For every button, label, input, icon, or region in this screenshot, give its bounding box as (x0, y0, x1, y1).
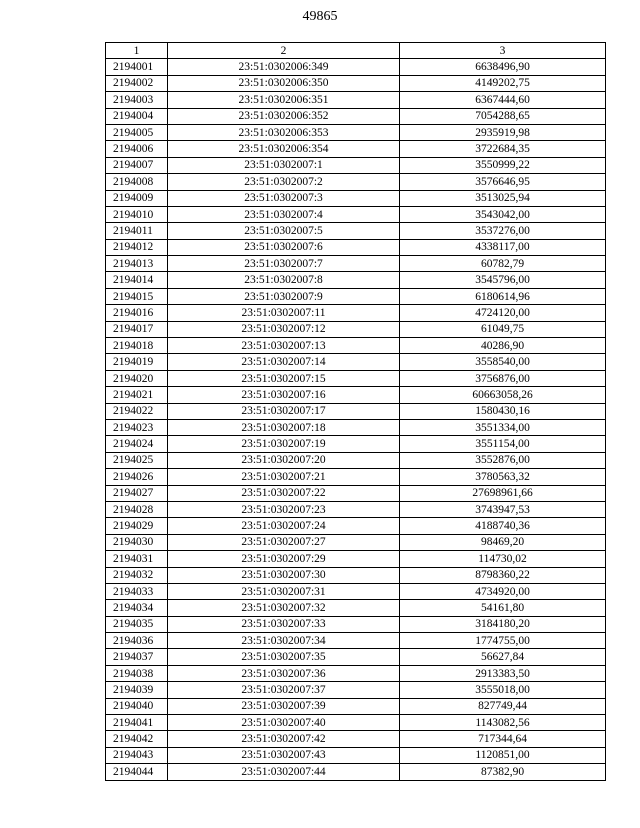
cadastral-number-cell: 23:51:0302007:3 (168, 190, 400, 206)
row-number-cell: 2194024 (106, 436, 168, 452)
cadastral-value-cell: 3552876,00 (400, 452, 606, 468)
row-number-cell: 2194029 (106, 518, 168, 534)
cadastral-number-cell: 23:51:0302007:31 (168, 583, 400, 599)
cadastral-number-cell: 23:51:0302007:43 (168, 747, 400, 763)
row-number-cell: 2194016 (106, 305, 168, 321)
column-header-3: 3 (400, 43, 606, 59)
table-row (106, 616, 606, 632)
cadastral-number-cell: 23:51:0302007:29 (168, 551, 400, 567)
page-number: 49865 (302, 9, 338, 24)
header-row (106, 43, 606, 59)
table-row (106, 190, 606, 206)
cadastral-value-cell: 4188740,36 (400, 518, 606, 534)
cadastral-value-cell: 56627,84 (400, 649, 606, 665)
row-number-cell: 2194009 (106, 190, 168, 206)
row-number-cell: 2194023 (106, 419, 168, 435)
row-number-cell: 2194012 (106, 239, 168, 255)
cadastral-number-cell: 23:51:0302007:15 (168, 370, 400, 386)
cadastral-number-cell: 23:51:0302007:19 (168, 436, 400, 452)
row-number-cell: 2194021 (106, 387, 168, 403)
table-row (106, 141, 606, 157)
table-row (106, 583, 606, 599)
column-header-2: 2 (168, 43, 400, 59)
row-number-cell: 2194036 (106, 633, 168, 649)
row-number-cell: 2194026 (106, 469, 168, 485)
cadastral-value-cell: 3537276,00 (400, 223, 606, 239)
cadastral-number-cell: 23:51:0302007:1 (168, 157, 400, 173)
cadastral-value-cell: 1120851,00 (400, 747, 606, 763)
row-number-cell: 2194019 (106, 354, 168, 370)
cadastral-number-cell: 23:51:0302006:352 (168, 108, 400, 124)
cadastral-number-cell: 23:51:0302007:8 (168, 272, 400, 288)
cadastral-value-cell: 2913383,50 (400, 665, 606, 681)
cadastral-number-cell: 23:51:0302007:42 (168, 731, 400, 747)
cadastral-number-cell: 23:51:0302007:37 (168, 682, 400, 698)
cadastral-number-cell: 23:51:0302007:40 (168, 715, 400, 731)
table-row (106, 305, 606, 321)
cadastral-number-cell: 23:51:0302007:23 (168, 501, 400, 517)
cadastral-value-cell: 8798360,22 (400, 567, 606, 583)
cadastral-value-cell: 98469,20 (400, 534, 606, 550)
cadastral-value-cell: 3551154,00 (400, 436, 606, 452)
cadastral-number-cell: 23:51:0302007:30 (168, 567, 400, 583)
cadastral-value-table (105, 42, 606, 781)
cadastral-number-cell: 23:51:0302007:33 (168, 616, 400, 632)
row-number-cell: 2194020 (106, 370, 168, 386)
cadastral-value-cell: 114730,02 (400, 551, 606, 567)
table-row (106, 764, 606, 780)
cadastral-value-cell: 3551334,00 (400, 419, 606, 435)
cadastral-number-cell: 23:51:0302007:12 (168, 321, 400, 337)
cadastral-number-cell: 23:51:0302007:6 (168, 239, 400, 255)
cadastral-value-cell: 3780563,32 (400, 469, 606, 485)
cadastral-number-cell: 23:51:0302007:39 (168, 698, 400, 714)
row-number-cell: 2194037 (106, 649, 168, 665)
table-row (106, 633, 606, 649)
row-number-cell: 2194034 (106, 600, 168, 616)
table-row (106, 698, 606, 714)
cadastral-value-cell: 6367444,60 (400, 92, 606, 108)
row-number-cell: 2194030 (106, 534, 168, 550)
cadastral-value-cell: 4149202,75 (400, 75, 606, 91)
cadastral-value-cell: 7054288,65 (400, 108, 606, 124)
row-number-cell: 2194025 (106, 452, 168, 468)
row-number-cell: 2194017 (106, 321, 168, 337)
row-number-cell: 2194002 (106, 75, 168, 91)
cadastral-value-cell: 4338117,00 (400, 239, 606, 255)
row-number-cell: 2194028 (106, 501, 168, 517)
table-row (106, 747, 606, 763)
cadastral-number-cell: 23:51:0302007:35 (168, 649, 400, 665)
table-row (106, 370, 606, 386)
table-row (106, 272, 606, 288)
row-number-cell: 2194035 (106, 616, 168, 632)
cadastral-number-cell: 23:51:0302006:350 (168, 75, 400, 91)
cadastral-value-cell: 3184180,20 (400, 616, 606, 632)
row-number-cell: 2194010 (106, 206, 168, 222)
table-row (106, 239, 606, 255)
row-number-cell: 2194041 (106, 715, 168, 731)
row-number-cell: 2194040 (106, 698, 168, 714)
cadastral-value-cell: 3550999,22 (400, 157, 606, 173)
row-number-cell: 2194039 (106, 682, 168, 698)
cadastral-number-cell: 23:51:0302007:13 (168, 338, 400, 354)
cadastral-number-cell: 23:51:0302007:44 (168, 764, 400, 780)
table-row (106, 92, 606, 108)
cadastral-value-cell: 4734920,00 (400, 583, 606, 599)
row-number-cell: 2194015 (106, 288, 168, 304)
cadastral-value-cell: 3555018,00 (400, 682, 606, 698)
cadastral-number-cell: 23:51:0302007:5 (168, 223, 400, 239)
table-row (106, 731, 606, 747)
cadastral-number-cell: 23:51:0302007:20 (168, 452, 400, 468)
cadastral-value-cell: 3576646,95 (400, 174, 606, 190)
row-number-cell: 2194027 (106, 485, 168, 501)
row-number-cell: 2194018 (106, 338, 168, 354)
table-row (106, 501, 606, 517)
row-number-cell: 2194022 (106, 403, 168, 419)
table-row (106, 75, 606, 91)
cadastral-number-cell: 23:51:0302007:27 (168, 534, 400, 550)
cadastral-number-cell: 23:51:0302007:16 (168, 387, 400, 403)
row-number-cell: 2194003 (106, 92, 168, 108)
table-row (106, 600, 606, 616)
table-row (106, 518, 606, 534)
table-row (106, 256, 606, 272)
cadastral-value-cell: 60782,79 (400, 256, 606, 272)
cadastral-number-cell: 23:51:0302007:21 (168, 469, 400, 485)
table-row (106, 387, 606, 403)
cadastral-number-cell: 23:51:0302007:36 (168, 665, 400, 681)
cadastral-number-cell: 23:51:0302006:353 (168, 124, 400, 140)
cadastral-number-cell: 23:51:0302007:4 (168, 206, 400, 222)
table-row (106, 452, 606, 468)
table-row (106, 354, 606, 370)
cadastral-value-cell: 2935919,98 (400, 124, 606, 140)
table-row (106, 403, 606, 419)
cadastral-number-cell: 23:51:0302007:22 (168, 485, 400, 501)
cadastral-value-cell: 3513025,94 (400, 190, 606, 206)
cadastral-number-cell: 23:51:0302007:11 (168, 305, 400, 321)
cadastral-value-cell: 60663058,26 (400, 387, 606, 403)
cadastral-value-cell: 4724120,00 (400, 305, 606, 321)
cadastral-value-cell: 54161,80 (400, 600, 606, 616)
cadastral-value-cell: 6638496,90 (400, 59, 606, 75)
cadastral-number-cell: 23:51:0302007:9 (168, 288, 400, 304)
row-number-cell: 2194005 (106, 124, 168, 140)
row-number-cell: 2194033 (106, 583, 168, 599)
table-row (106, 108, 606, 124)
table-row (106, 124, 606, 140)
cadastral-value-cell: 717344,64 (400, 731, 606, 747)
table-row (106, 206, 606, 222)
table-row (106, 223, 606, 239)
row-number-cell: 2194004 (106, 108, 168, 124)
cadastral-value-cell: 1774755,00 (400, 633, 606, 649)
row-number-cell: 2194042 (106, 731, 168, 747)
cadastral-number-cell: 23:51:0302007:14 (168, 354, 400, 370)
cadastral-value-cell: 6180614,96 (400, 288, 606, 304)
cadastral-number-cell: 23:51:0302007:24 (168, 518, 400, 534)
cadastral-number-cell: 23:51:0302006:354 (168, 141, 400, 157)
cadastral-value-cell: 3543042,00 (400, 206, 606, 222)
table-row (106, 469, 606, 485)
table-row (106, 174, 606, 190)
row-number-cell: 2194008 (106, 174, 168, 190)
table-body (106, 59, 606, 780)
cadastral-value-cell: 87382,90 (400, 764, 606, 780)
table-row (106, 715, 606, 731)
table-row (106, 157, 606, 173)
table-row (106, 338, 606, 354)
cadastral-value-cell: 27698961,66 (400, 485, 606, 501)
cadastral-value-cell: 1580430,16 (400, 403, 606, 419)
cadastral-value-cell: 61049,75 (400, 321, 606, 337)
table-row (106, 419, 606, 435)
cadastral-value-cell: 827749,44 (400, 698, 606, 714)
table-row (106, 485, 606, 501)
table-header (106, 43, 606, 59)
table-row (106, 436, 606, 452)
cadastral-value-cell: 1143082,56 (400, 715, 606, 731)
cadastral-number-cell: 23:51:0302007:2 (168, 174, 400, 190)
row-number-cell: 2194014 (106, 272, 168, 288)
cadastral-number-cell: 23:51:0302007:7 (168, 256, 400, 272)
cadastral-value-cell: 3722684,35 (400, 141, 606, 157)
cadastral-value-cell: 40286,90 (400, 338, 606, 354)
cadastral-value-cell: 3558540,00 (400, 354, 606, 370)
cadastral-number-cell: 23:51:0302007:17 (168, 403, 400, 419)
cadastral-number-cell: 23:51:0302006:349 (168, 59, 400, 75)
cadastral-value-cell: 3743947,53 (400, 501, 606, 517)
table-row (106, 665, 606, 681)
row-number-cell: 2194031 (106, 551, 168, 567)
cadastral-number-cell: 23:51:0302007:18 (168, 419, 400, 435)
cadastral-number-cell: 23:51:0302007:34 (168, 633, 400, 649)
row-number-cell: 2194001 (106, 59, 168, 75)
table-row (106, 551, 606, 567)
row-number-cell: 2194011 (106, 223, 168, 239)
row-number-cell: 2194007 (106, 157, 168, 173)
column-header-1: 1 (106, 43, 168, 59)
cadastral-value-cell: 3756876,00 (400, 370, 606, 386)
cadastral-value-cell: 3545796,00 (400, 272, 606, 288)
cadastral-number-cell: 23:51:0302006:351 (168, 92, 400, 108)
table-row (106, 534, 606, 550)
row-number-cell: 2194013 (106, 256, 168, 272)
table-row (106, 682, 606, 698)
row-number-cell: 2194032 (106, 567, 168, 583)
cadastral-number-cell: 23:51:0302007:32 (168, 600, 400, 616)
table-row (106, 649, 606, 665)
table-row (106, 59, 606, 75)
row-number-cell: 2194044 (106, 764, 168, 780)
table-row (106, 321, 606, 337)
table-row (106, 288, 606, 304)
row-number-cell: 2194043 (106, 747, 168, 763)
row-number-cell: 2194006 (106, 141, 168, 157)
table-row (106, 567, 606, 583)
row-number-cell: 2194038 (106, 665, 168, 681)
